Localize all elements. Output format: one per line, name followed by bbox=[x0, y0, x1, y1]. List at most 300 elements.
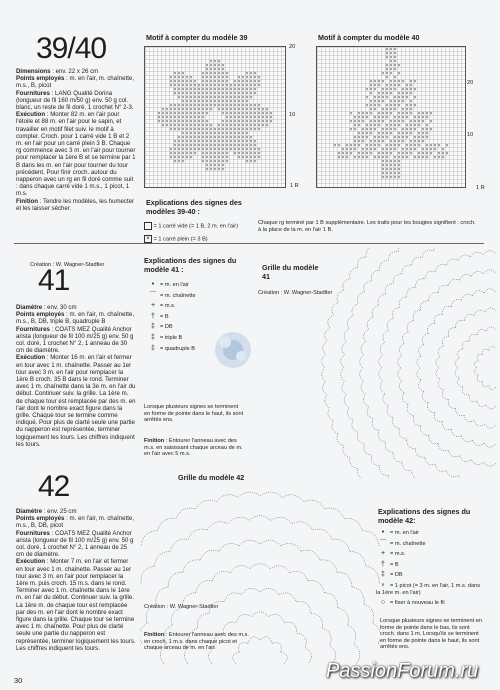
filled-cell-mark: × bbox=[241, 79, 245, 85]
chain-arc bbox=[438, 379, 443, 390]
filled-cell-mark: × bbox=[417, 139, 421, 145]
filled-cell-mark: × bbox=[345, 155, 349, 161]
motif-39-title: Motif à compter du modèle 39 bbox=[146, 33, 248, 42]
chain-arc bbox=[239, 643, 248, 652]
filled-cell-mark: × bbox=[385, 55, 389, 61]
filled-cell-mark: × bbox=[269, 115, 273, 121]
filled-cell-mark: × bbox=[385, 67, 389, 73]
filled-cell-mark: × bbox=[405, 151, 409, 157]
pointe-note-41: Lorsque plusieurs signes se terminent en forme de pointe dans le haut, ils sont arrêtés ens. bbox=[144, 404, 244, 424]
filled-cell-mark: × bbox=[185, 143, 189, 149]
filled-cell-mark: × bbox=[241, 107, 245, 113]
filled-cell-mark: × bbox=[409, 107, 413, 113]
chain-arc bbox=[297, 633, 306, 647]
filled-cell-mark: × bbox=[225, 99, 229, 105]
chain-arc bbox=[332, 303, 338, 316]
instruction-paragraph bbox=[16, 311, 136, 325]
filled-cell-mark: × bbox=[445, 143, 449, 149]
chain-arc bbox=[477, 401, 486, 407]
filled-cell-mark: × bbox=[189, 111, 193, 117]
filled-cell-mark: × bbox=[401, 111, 405, 117]
filled-cell-mark: × bbox=[385, 143, 389, 149]
legend-sign-label: = B bbox=[160, 313, 169, 320]
filled-cell-mark: × bbox=[417, 151, 421, 157]
filled-cell-mark: × bbox=[413, 135, 417, 141]
filled-cell-mark: × bbox=[229, 111, 233, 117]
filled-cell-mark: × bbox=[349, 143, 353, 149]
chain-arc bbox=[357, 257, 365, 268]
filled-cell-mark: × bbox=[397, 111, 401, 117]
filled-cell-mark: × bbox=[369, 131, 373, 137]
filled-cell-mark: × bbox=[201, 135, 205, 141]
chain-arc bbox=[422, 391, 428, 402]
chain-arc bbox=[483, 251, 496, 255]
filled-cell-mark: × bbox=[177, 147, 181, 153]
filled-cell-mark: × bbox=[225, 91, 229, 97]
filled-cell-mark: × bbox=[345, 143, 349, 149]
filled-cell-mark: × bbox=[377, 123, 381, 129]
filled-cell-mark: × bbox=[173, 123, 177, 129]
filled-cell-mark: × bbox=[413, 87, 417, 93]
filled-cell-mark: × bbox=[257, 111, 261, 117]
chain-arc bbox=[172, 608, 183, 625]
chain-arc bbox=[239, 540, 260, 546]
filled-cell-mark: × bbox=[365, 127, 369, 133]
filled-cell-mark: × bbox=[253, 83, 257, 89]
filled-cell-mark: × bbox=[201, 131, 205, 137]
filled-cell-mark: × bbox=[413, 115, 417, 121]
filled-cell-mark: × bbox=[221, 167, 225, 173]
filled-cell-mark: × bbox=[381, 115, 385, 121]
chain-arc bbox=[447, 259, 459, 265]
filled-cell-mark: × bbox=[425, 155, 429, 161]
filled-cell-mark: × bbox=[221, 123, 225, 129]
chain-arc bbox=[389, 252, 399, 261]
instruction-text: : COATS MEZ Qualité Anchor arista (longueur de fil 100 m/25 g) env. 50 g col. doré, 1 crochet N° 2, 1 anneau de 25 cm de diamètre. bbox=[16, 529, 134, 559]
filled-cell-mark: × bbox=[245, 147, 249, 153]
chain-arc bbox=[373, 623, 380, 643]
filled-cell-mark: × bbox=[401, 147, 405, 153]
filled-cell-mark: × bbox=[177, 103, 181, 109]
chain-arc bbox=[214, 633, 223, 647]
filled-cell-mark: × bbox=[409, 127, 413, 133]
filled-cell-mark: × bbox=[381, 163, 385, 169]
filled-cell-mark: × bbox=[369, 99, 373, 105]
crochet-symbol-icon: † bbox=[381, 560, 385, 568]
filled-cell-mark: × bbox=[373, 83, 377, 89]
filled-cell-mark: × bbox=[421, 131, 425, 137]
instruction-paragraph bbox=[16, 198, 136, 212]
chain-arc bbox=[290, 571, 308, 580]
instruction-paragraph bbox=[16, 515, 136, 529]
filled-cell-mark: × bbox=[257, 119, 261, 125]
instruction-text: : COATS MEZ Qualité Anchor arista (longueur de fil 100 m/25 g) env. 50 g col. doré, 1 crochet N° 2, 1 anneau de 30 cm de diamètre. bbox=[16, 325, 134, 355]
filled-cell-mark: × bbox=[353, 123, 357, 129]
instruction-label: Exécution bbox=[16, 354, 46, 362]
filled-cell-mark: × bbox=[205, 75, 209, 81]
filled-cell-mark: × bbox=[389, 171, 393, 177]
filled-cell-mark: × bbox=[213, 87, 217, 93]
crochet-symbol-icon: ♀ bbox=[380, 581, 386, 589]
filled-cell-mark: × bbox=[209, 67, 213, 73]
filled-cell-mark: × bbox=[185, 147, 189, 153]
filled-cell-mark: × bbox=[201, 79, 205, 85]
chain-arc bbox=[471, 460, 483, 465]
filled-cell-mark: × bbox=[405, 95, 409, 101]
filled-cell-mark: × bbox=[185, 155, 189, 161]
filled-cell-mark: × bbox=[245, 123, 249, 129]
filled-cell-mark: × bbox=[165, 123, 169, 129]
chain-arc bbox=[383, 393, 388, 405]
chain-arc bbox=[462, 341, 469, 349]
scale-right-top: 20 bbox=[467, 80, 474, 86]
filled-cell-mark: × bbox=[377, 135, 381, 141]
chain-arc bbox=[372, 305, 379, 317]
filled-cell-mark: × bbox=[237, 115, 241, 121]
filled-cell-mark: × bbox=[157, 111, 161, 117]
chain-arc bbox=[484, 462, 496, 466]
filled-cell-mark: × bbox=[173, 139, 177, 145]
chain-arc bbox=[189, 628, 198, 645]
filled-cell-mark: × bbox=[201, 83, 205, 89]
chain-arc bbox=[212, 571, 230, 580]
filled-cell-mark: × bbox=[353, 139, 357, 145]
filled-cell-mark: × bbox=[173, 103, 177, 109]
chain-arc bbox=[296, 601, 311, 613]
filled-cell-mark: × bbox=[261, 107, 265, 113]
filled-cell-mark: × bbox=[209, 95, 213, 101]
chain-arc bbox=[341, 355, 345, 368]
filled-cell-mark: × bbox=[209, 143, 213, 149]
filled-cell-mark: × bbox=[385, 135, 389, 141]
chain-arc bbox=[183, 560, 200, 572]
filled-cell-mark: × bbox=[249, 119, 253, 125]
filled-cell-mark: × bbox=[389, 103, 393, 109]
filled-cell-mark: × bbox=[413, 123, 417, 129]
filled-cell-mark: × bbox=[341, 147, 345, 153]
filled-cell-mark: × bbox=[417, 135, 421, 141]
legend-sign-label: = m.s. bbox=[390, 551, 406, 558]
filled-cell-mark: × bbox=[373, 95, 377, 101]
instruction-label: Dimensions bbox=[16, 68, 51, 75]
filled-cell-mark: × bbox=[209, 163, 213, 169]
instruction-text: : m. en l'air, m. chaînette, m.s., B, picot bbox=[16, 75, 135, 90]
chain-arc bbox=[141, 531, 158, 545]
filled-cell-mark: × bbox=[181, 87, 185, 93]
filled-cell-mark: × bbox=[245, 119, 249, 125]
filled-cell-mark: × bbox=[361, 135, 365, 141]
filled-cell-mark: × bbox=[197, 139, 201, 145]
filled-cell-mark: × bbox=[229, 131, 233, 137]
filled-cell-mark: × bbox=[209, 123, 213, 129]
filled-cell-mark: × bbox=[429, 119, 433, 125]
filled-cell-mark: × bbox=[361, 139, 365, 145]
filled-cell-mark: × bbox=[421, 151, 425, 157]
filled-cell-mark: × bbox=[385, 151, 389, 157]
filled-cell-mark: × bbox=[389, 83, 393, 89]
filled-cell-mark: × bbox=[373, 119, 377, 125]
filled-cell-mark: × bbox=[265, 111, 269, 117]
filled-cell-mark: × bbox=[245, 99, 249, 105]
instruction-paragraph bbox=[16, 530, 136, 559]
filled-cell-mark: × bbox=[345, 147, 349, 153]
filled-cell-mark: × bbox=[237, 95, 241, 101]
filled-cell-mark: × bbox=[393, 115, 397, 121]
filled-cell-mark: × bbox=[209, 59, 213, 65]
filled-cell-mark: × bbox=[185, 131, 189, 137]
chain-arc bbox=[325, 395, 330, 408]
chain-arc bbox=[260, 637, 272, 643]
filled-cell-mark: × bbox=[241, 119, 245, 125]
chain-arc bbox=[343, 279, 350, 291]
filled-cell-mark: × bbox=[213, 163, 217, 169]
filled-cell-mark: × bbox=[237, 103, 241, 109]
chain-arc bbox=[350, 551, 366, 566]
chain-arc bbox=[407, 287, 416, 297]
filled-cell-mark: × bbox=[409, 87, 413, 93]
filled-cell-mark: × bbox=[405, 131, 409, 137]
filled-cell-mark: × bbox=[249, 159, 253, 165]
filled-cell-mark: × bbox=[385, 91, 389, 97]
chain-arc bbox=[451, 429, 461, 436]
filled-cell-mark: × bbox=[365, 155, 369, 161]
filled-cell-mark: × bbox=[409, 123, 413, 129]
filled-cell-mark: × bbox=[369, 127, 373, 133]
chain-arc bbox=[413, 416, 420, 426]
filled-cell-mark: × bbox=[257, 75, 261, 81]
instruction-text: : Tendre les modèles, les humecter et les laisser sécher. bbox=[16, 197, 135, 212]
filled-cell-mark: × bbox=[157, 115, 161, 121]
filled-cell-mark: × bbox=[237, 131, 241, 137]
filled-cell-mark: × bbox=[373, 107, 377, 113]
chain-arc bbox=[402, 265, 412, 274]
filled-cell-mark: × bbox=[381, 119, 385, 125]
filled-cell-mark: × bbox=[217, 123, 221, 129]
chain-arc bbox=[196, 581, 212, 593]
filled-cell-mark: × bbox=[213, 59, 217, 65]
chain-arc bbox=[325, 328, 330, 341]
chain-arc bbox=[436, 357, 440, 368]
cross-square-icon: × bbox=[144, 235, 152, 243]
filled-cell-mark: × bbox=[393, 47, 397, 53]
filled-cell-mark: × bbox=[373, 103, 377, 109]
filled-cell-mark: × bbox=[257, 123, 261, 129]
filled-cell-mark: × bbox=[393, 67, 397, 73]
filled-cell-mark: × bbox=[257, 127, 261, 133]
filled-cell-mark: × bbox=[413, 147, 417, 153]
filled-cell-mark: × bbox=[189, 151, 193, 157]
filled-cell-mark: × bbox=[185, 91, 189, 97]
chain-arc bbox=[458, 349, 464, 358]
chain-arc bbox=[305, 648, 311, 664]
filled-cell-mark: × bbox=[201, 147, 205, 153]
chain-arc bbox=[332, 539, 350, 551]
filled-cell-mark: × bbox=[433, 147, 437, 153]
filled-cell-mark: × bbox=[209, 87, 213, 93]
filled-cell-mark: × bbox=[225, 115, 229, 121]
chain-arc bbox=[413, 310, 420, 320]
filled-cell-mark: × bbox=[241, 95, 245, 101]
filled-cell-mark: × bbox=[173, 119, 177, 125]
filled-cell-mark: × bbox=[177, 119, 181, 125]
finition-41-label: Finition bbox=[144, 438, 165, 444]
filled-cell-mark: × bbox=[241, 115, 245, 121]
filled-cell-mark: × bbox=[385, 171, 389, 177]
filled-cell-mark: × bbox=[201, 119, 205, 125]
filled-cell-mark: × bbox=[245, 143, 249, 149]
filled-cell-mark: × bbox=[237, 99, 241, 105]
filled-cell-mark: × bbox=[173, 79, 177, 85]
chain-arc bbox=[442, 422, 451, 430]
filled-cell-mark: × bbox=[205, 147, 209, 153]
chain-arc bbox=[438, 346, 443, 357]
filled-cell-mark: × bbox=[209, 135, 213, 141]
chain-arc bbox=[281, 652, 287, 664]
filled-cell-mark: × bbox=[269, 119, 273, 125]
filled-cell-mark: × bbox=[233, 151, 237, 157]
filled-cell-mark: × bbox=[397, 95, 401, 101]
filled-cell-mark: × bbox=[173, 75, 177, 81]
filled-cell-mark: × bbox=[393, 119, 397, 125]
filled-cell-mark: × bbox=[393, 51, 397, 57]
filled-cell-mark: × bbox=[377, 95, 381, 101]
filled-cell-mark: × bbox=[197, 111, 201, 117]
instruction-text: : env. 30 cm bbox=[42, 304, 77, 311]
filled-cell-mark: × bbox=[397, 103, 401, 109]
filled-cell-mark: × bbox=[225, 83, 229, 89]
filled-cell-mark: × bbox=[177, 115, 181, 121]
instruction-text: : LANG Qualité Dorina (longueur de fil 160 m/50 g) env. 50 g col. blanc, un reste de fil doré, 1 crochet N° 2-3. bbox=[16, 89, 134, 112]
filled-cell-mark: × bbox=[181, 139, 185, 145]
filled-cell-mark: × bbox=[357, 143, 361, 149]
filled-cell-mark: × bbox=[189, 143, 193, 149]
chain-arc bbox=[140, 583, 141, 602]
filled-cell-mark: × bbox=[245, 83, 249, 89]
filled-cell-mark: × bbox=[197, 83, 201, 89]
chain-arc bbox=[380, 261, 389, 271]
chain-arc bbox=[484, 270, 496, 274]
filled-cell-mark: × bbox=[189, 107, 193, 113]
filled-cell-mark: × bbox=[377, 115, 381, 121]
filled-cell-mark: × bbox=[233, 99, 237, 105]
filled-cell-mark: × bbox=[377, 79, 381, 85]
chain-arc bbox=[176, 508, 196, 518]
legend-sign-label: = B bbox=[390, 561, 399, 568]
filled-cell-mark: × bbox=[177, 143, 181, 149]
filled-cell-mark: × bbox=[389, 111, 393, 117]
chain-arc bbox=[399, 380, 404, 392]
filled-cell-mark: × bbox=[213, 167, 217, 173]
filled-cell-mark: × bbox=[229, 143, 233, 149]
filled-cell-mark: × bbox=[193, 95, 197, 101]
filled-cell-mark: × bbox=[381, 87, 385, 93]
filled-cell-mark: × bbox=[197, 127, 201, 133]
filled-cell-mark: × bbox=[397, 139, 401, 145]
chain-arc bbox=[238, 492, 260, 497]
filled-cell-mark: × bbox=[169, 111, 173, 117]
motif-39-filled-cells bbox=[145, 47, 285, 187]
filled-cell-mark: × bbox=[221, 135, 225, 141]
filled-cell-mark: × bbox=[169, 79, 173, 85]
chain-arc bbox=[419, 345, 424, 357]
filled-cell-mark: × bbox=[405, 155, 409, 161]
filled-cell-mark: × bbox=[241, 87, 245, 93]
chain-arc bbox=[392, 417, 399, 428]
chain-arc bbox=[473, 440, 485, 445]
legend-sign-label: = m. en l'air bbox=[160, 282, 189, 288]
filled-cell-mark: × bbox=[401, 115, 405, 121]
filled-cell-mark: × bbox=[213, 155, 217, 161]
chain-arc bbox=[182, 593, 195, 608]
filled-cell-mark: × bbox=[193, 115, 197, 121]
filled-cell-mark: × bbox=[189, 131, 193, 137]
filled-cell-mark: × bbox=[193, 143, 197, 149]
filled-cell-mark: × bbox=[209, 155, 213, 161]
filled-cell-mark: × bbox=[221, 127, 225, 133]
filled-cell-mark: × bbox=[389, 167, 393, 173]
filled-cell-mark: × bbox=[369, 147, 373, 153]
filled-cell-mark: × bbox=[217, 63, 221, 69]
filled-cell-mark: × bbox=[369, 91, 373, 97]
filled-cell-mark: × bbox=[257, 79, 261, 85]
chain-arc bbox=[428, 403, 435, 413]
filled-cell-mark: × bbox=[249, 95, 253, 101]
filled-cell-mark: × bbox=[373, 135, 377, 141]
chain-arc bbox=[363, 329, 368, 342]
chain-arc bbox=[168, 572, 183, 587]
filled-cell-mark: × bbox=[181, 119, 185, 125]
filled-cell-mark: × bbox=[221, 91, 225, 97]
filled-cell-mark: × bbox=[209, 63, 213, 69]
filled-cell-mark: × bbox=[385, 147, 389, 153]
filled-cell-mark: × bbox=[409, 131, 413, 137]
filled-cell-mark: × bbox=[385, 103, 389, 109]
filled-cell-mark: × bbox=[361, 151, 365, 157]
legend-sign-label: = fixer à nouveau le fil bbox=[390, 600, 445, 607]
filled-cell-mark: × bbox=[221, 71, 225, 77]
filled-cell-mark: × bbox=[205, 71, 209, 77]
pattern-number-39-40: 39/40 bbox=[36, 32, 107, 65]
filled-cell-mark: × bbox=[353, 143, 357, 149]
chain-arc bbox=[272, 643, 281, 652]
filled-cell-mark: × bbox=[165, 119, 169, 125]
filled-cell-mark: × bbox=[185, 115, 189, 121]
chain-arc bbox=[489, 346, 496, 350]
filled-cell-mark: × bbox=[253, 143, 257, 149]
filled-cell-mark: × bbox=[197, 131, 201, 137]
filled-cell-mark: × bbox=[401, 95, 405, 101]
filled-cell-mark: × bbox=[393, 107, 397, 113]
filled-cell-mark: × bbox=[177, 155, 181, 161]
filled-cell-mark: × bbox=[169, 127, 173, 133]
filled-cell-mark: × bbox=[393, 63, 397, 69]
legend-sign-row bbox=[376, 551, 480, 558]
filled-cell-mark: × bbox=[245, 159, 249, 165]
filled-cell-mark: × bbox=[405, 111, 409, 117]
filled-cell-mark: × bbox=[381, 151, 385, 157]
chain-arc bbox=[207, 522, 228, 530]
filled-cell-mark: × bbox=[445, 151, 449, 157]
filled-cell-mark: × bbox=[393, 167, 397, 173]
filled-cell-mark: × bbox=[369, 107, 373, 113]
filled-cell-mark: × bbox=[201, 71, 205, 77]
filled-cell-mark: × bbox=[389, 143, 393, 149]
filled-cell-mark: × bbox=[225, 127, 229, 133]
filled-cell-mark: × bbox=[393, 135, 397, 141]
filled-cell-mark: × bbox=[401, 135, 405, 141]
filled-cell-mark: × bbox=[161, 123, 165, 129]
filled-cell-mark: × bbox=[209, 107, 213, 113]
